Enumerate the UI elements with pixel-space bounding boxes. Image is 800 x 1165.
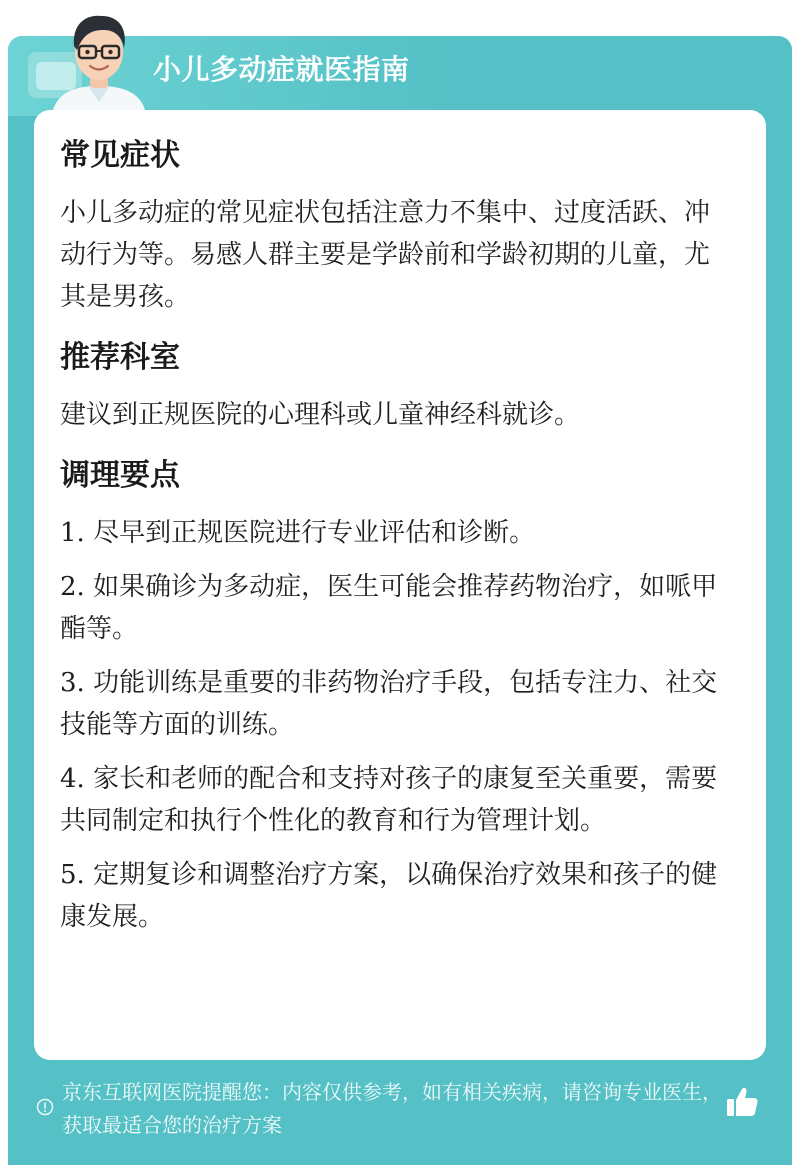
list-text: 尽早到正规医院进行专业评估和诊断。 — [93, 518, 536, 548]
list-item — [60, 758, 724, 842]
list-item — [60, 566, 724, 650]
section-title: 推荐科室 — [60, 340, 180, 375]
section-text: 建议到正规医院的心理科或儿童神经科就诊。 — [60, 400, 581, 430]
content-card — [34, 110, 766, 1060]
list-text: 如果确诊为多动症，医生可能会推荐药物治疗，如哌甲酯等。 — [60, 572, 718, 644]
list-number: 5. — [60, 860, 85, 890]
list-item — [60, 512, 724, 554]
info-icon — [36, 1098, 54, 1116]
thumbs-up-icon[interactable] — [724, 1084, 760, 1120]
section-title: 常见症状 — [60, 138, 180, 173]
section-title: 调理要点 — [60, 458, 180, 493]
list-text: 功能训练是重要的非药物治疗手段，包括专注力、社交技能等方面的训练。 — [60, 668, 718, 740]
section-symptoms — [60, 134, 724, 318]
list-number: 2. — [60, 572, 85, 602]
list-text: 家长和老师的配合和支持对孩子的康复至关重要，需要共同制定和执行个性化的教育和行为管理计划。 — [60, 764, 718, 836]
section-care-points — [60, 454, 724, 938]
list-number: 3. — [60, 668, 85, 698]
list-item — [60, 854, 724, 938]
list-number: 1. — [60, 518, 85, 548]
doctor-avatar-icon — [44, 6, 154, 114]
list-item — [60, 662, 724, 746]
page-title: 小儿多动症就医指南 — [153, 53, 410, 86]
list-number: 4. — [60, 764, 85, 794]
disclaimer-footer — [36, 1076, 776, 1146]
disclaimer-text: 京东互联网医院提醒您：内容仅供参考，如有相关疾病，请咨询专业医生，获取最适合您的治疗方案 — [62, 1080, 722, 1137]
list-text: 定期复诊和调整治疗方案，以确保治疗效果和孩子的健康发展。 — [60, 860, 718, 932]
section-department — [60, 336, 724, 436]
section-text: 小儿多动症的常见症状包括注意力不集中、过度活跃、冲动行为等。易感人群主要是学龄前和学龄初期的儿童，尤其是男孩。 — [60, 198, 711, 312]
